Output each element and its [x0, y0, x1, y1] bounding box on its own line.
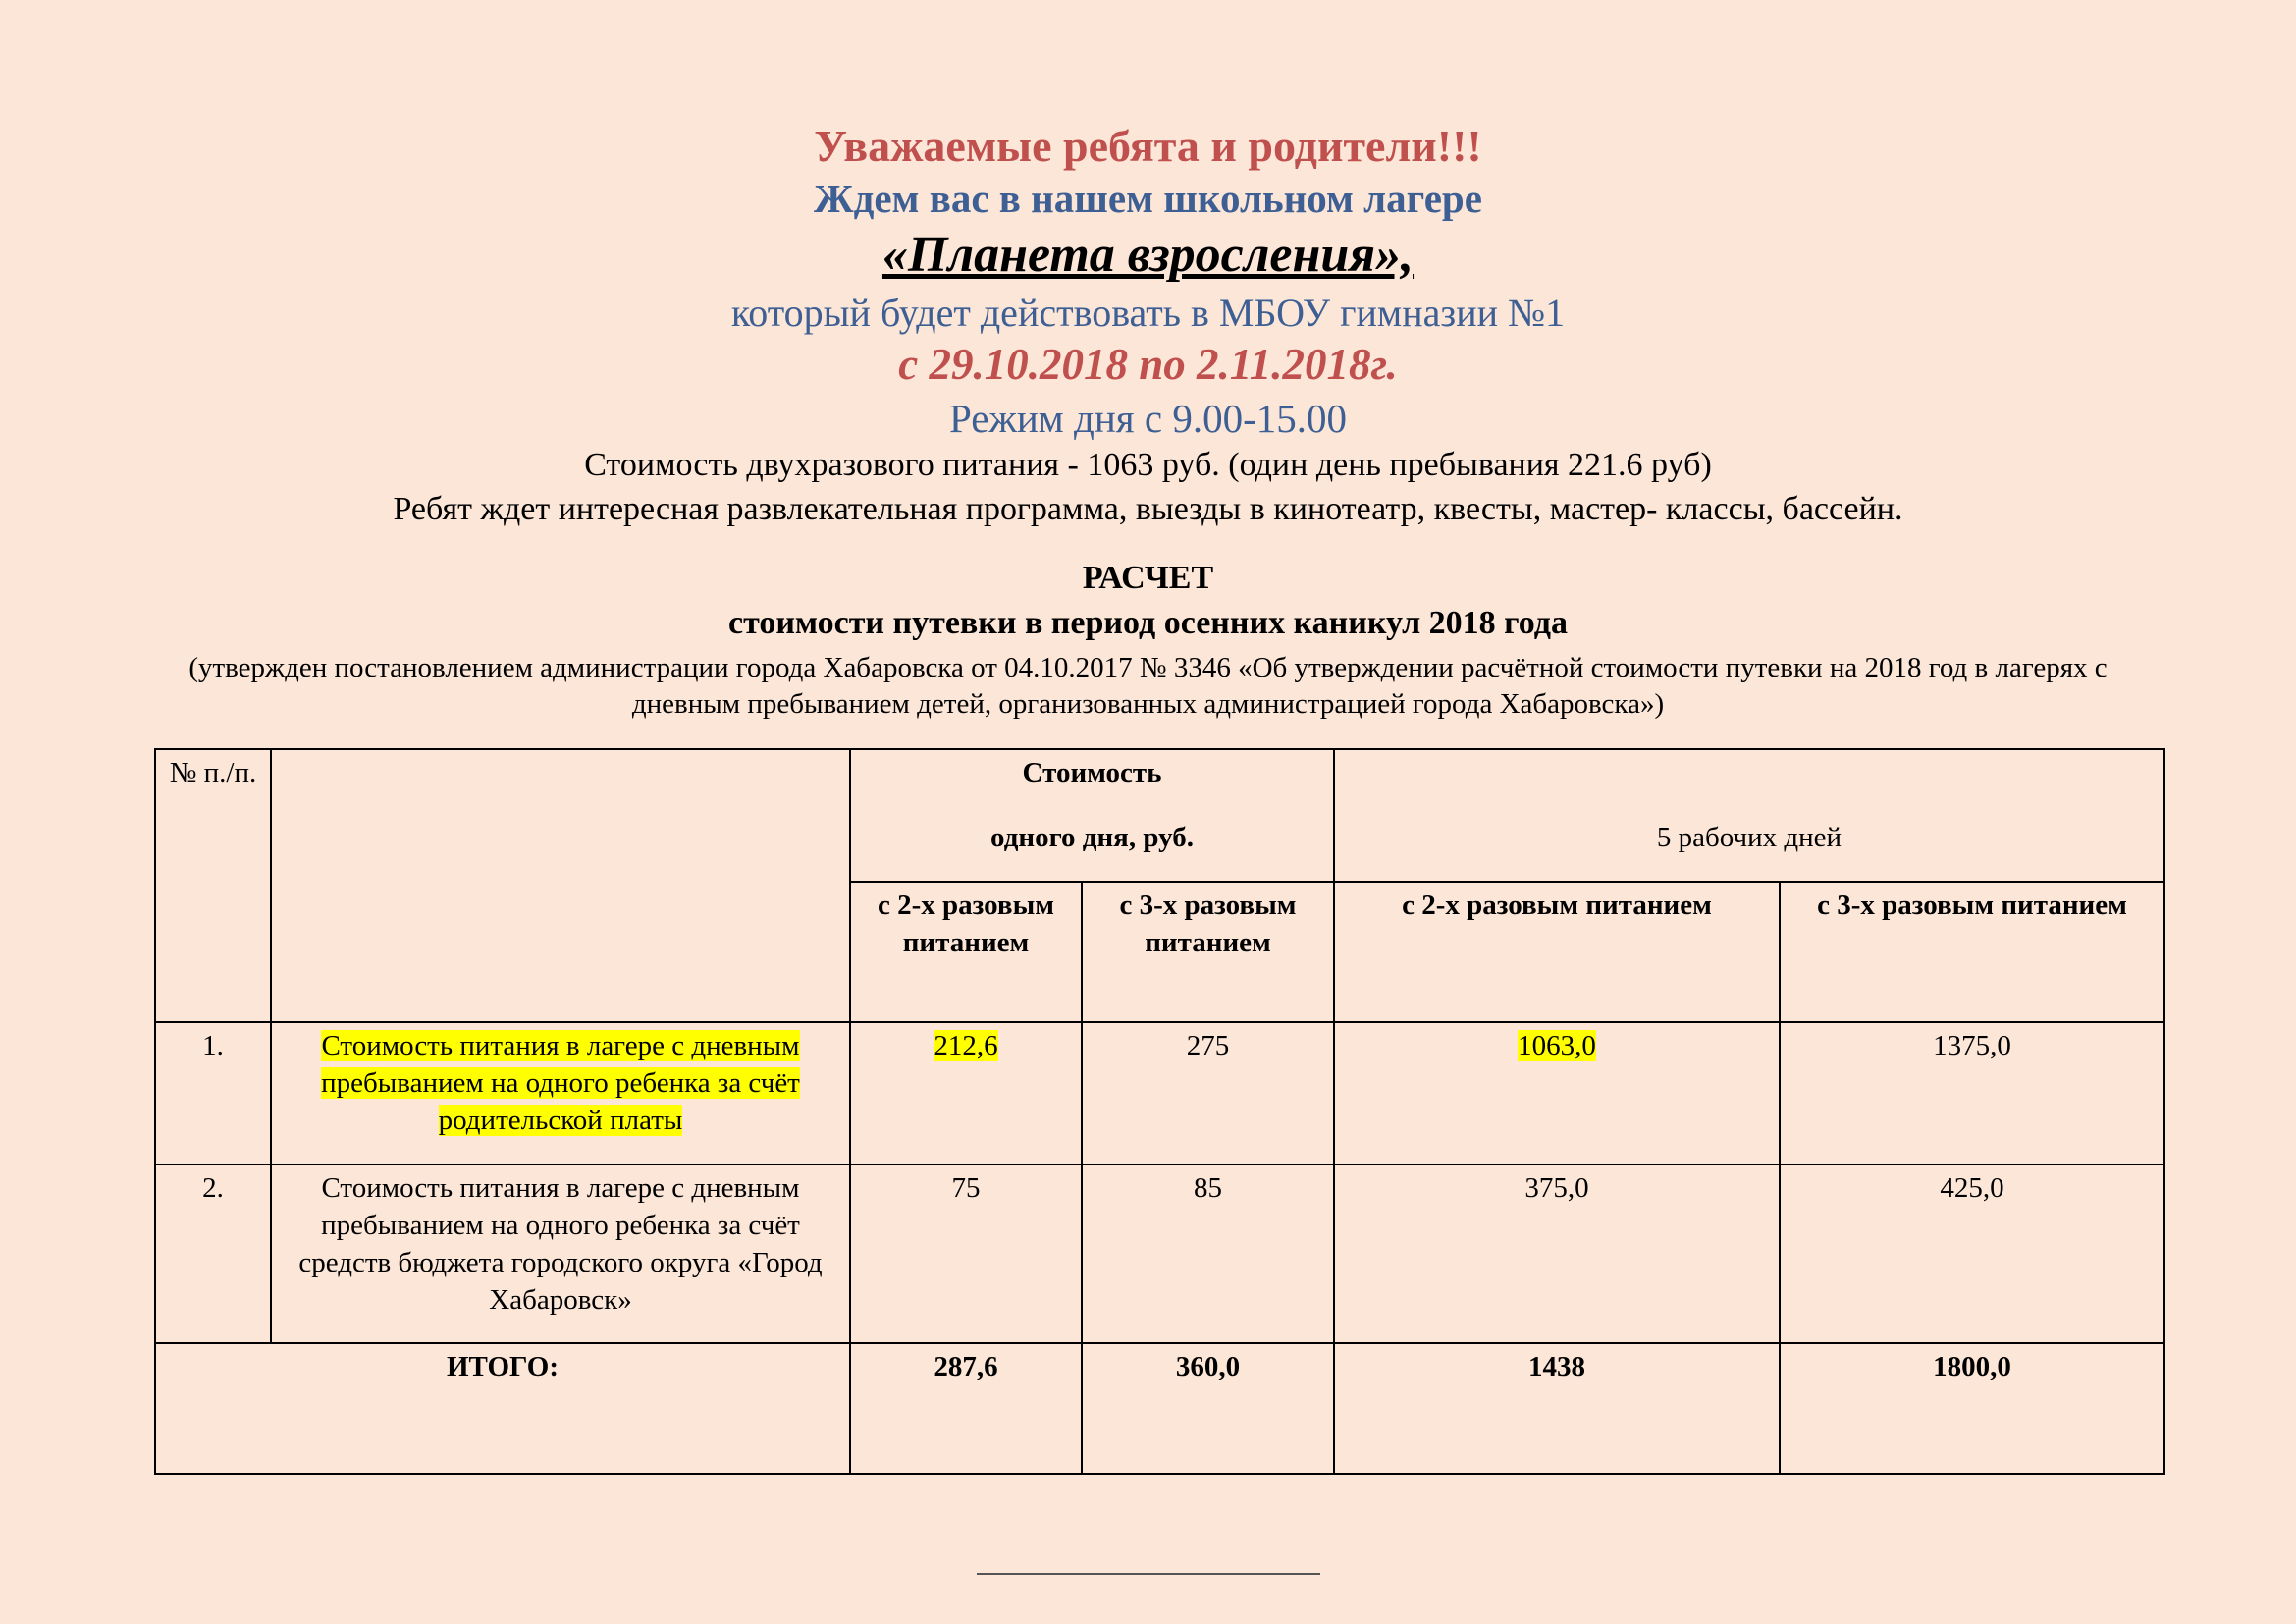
header-five-days-label: 5 рабочих дней	[1656, 822, 1842, 853]
total-day-2x: 287,6	[850, 1343, 1082, 1474]
total-label: ИТОГО:	[155, 1343, 850, 1474]
approval-note: (утвержден постановлением администрации города Хабаровска от 04.10.2017 № 3346 «Об утверждении расчётной стоимости путевки на 2018 год в лагерях с дневным пребыванием детей, организованных администрацией города Хабаровска»)	[188, 652, 2108, 720]
total-five-2x: 1438	[1334, 1343, 1780, 1474]
row-1-five-3x: 1375,0	[1780, 1022, 2164, 1164]
row-2-five-2x: 375,0	[1334, 1164, 1780, 1343]
program-line: Ребят ждет интересная развлекательная программа, выезды в кинотеатр, квесты, мастер- классы, бассейн.	[393, 491, 1903, 527]
header-five-days	[1334, 749, 2164, 882]
subheader-day-2x: с 2-х разовым питанием	[850, 882, 1082, 1022]
header-num-label: № п./п.	[169, 757, 257, 788]
subheader-day-3x: с 3-х разовым питанием	[1082, 882, 1334, 1022]
table-header-row	[155, 749, 2164, 882]
row-1-num: 1.	[155, 1022, 271, 1164]
subheader-five-3x: с 3-х разовым питанием	[1780, 882, 2164, 1022]
row-2-day-3x: 85	[1082, 1164, 1334, 1343]
row-2-day-2x: 75	[850, 1164, 1082, 1343]
header-description	[271, 749, 850, 1022]
total-day-3x: 360,0	[1082, 1343, 1334, 1474]
row-1-five-2x	[1334, 1022, 1780, 1164]
header-cost-one-day	[850, 749, 1334, 882]
header-cost-one-day-line2: одного дня, руб.	[990, 822, 1194, 853]
total-five-3x: 1800,0	[1780, 1343, 2164, 1474]
header-num	[155, 749, 271, 1022]
location-line: который будет действовать в МБОУ гимназии №1	[730, 291, 1566, 335]
subheader-five-2x: с 2-х разовым питанием	[1334, 882, 1780, 1022]
table-row	[155, 1164, 2164, 1343]
cost-table	[154, 748, 2165, 1475]
footer-divider	[977, 1573, 1320, 1575]
greeting-heading: Уважаемые ребята и родители!!!	[814, 121, 1482, 171]
meal-cost-line: Стоимость двухразового питания - 1063 руб. (один день пребывания 221.6 руб)	[584, 447, 1712, 483]
header-cost-one-day-line1: Стоимость	[1022, 757, 1162, 788]
row-1-description	[271, 1022, 850, 1164]
row-1-day-2x	[850, 1022, 1082, 1164]
dates-line: с 29.10.2018 по 2.11.2018г.	[898, 340, 1398, 389]
row-1-day-2x-value: 212,6	[934, 1030, 998, 1061]
calculation-title: РАСЧЕТ	[1082, 560, 1214, 596]
table-total-row	[155, 1343, 2164, 1474]
camp-name: «Планета взросления»,	[881, 227, 1415, 283]
row-2-description: Стоимость питания в лагере с дневным пребыванием на одного ребенка за счёт средств бюджета городского округа «Город Хабаровск»	[271, 1164, 850, 1343]
row-1-description-text: Стоимость питания в лагере с дневным пребыванием на одного ребенка за счёт родительской платы	[321, 1030, 800, 1136]
row-2-five-3x: 425,0	[1780, 1164, 2164, 1343]
row-1-day-3x: 275	[1082, 1022, 1334, 1164]
row-2-num: 2.	[155, 1164, 271, 1343]
row-1-five-2x-value: 1063,0	[1518, 1030, 1596, 1061]
calculation-subtitle: стоимости путевки в период осенних каникул 2018 года	[728, 605, 1568, 641]
table-row	[155, 1022, 2164, 1164]
schedule-line: Режим дня с 9.00-15.00	[949, 396, 1347, 441]
invite-line: Ждем вас в нашем школьном лагере	[814, 176, 1482, 221]
